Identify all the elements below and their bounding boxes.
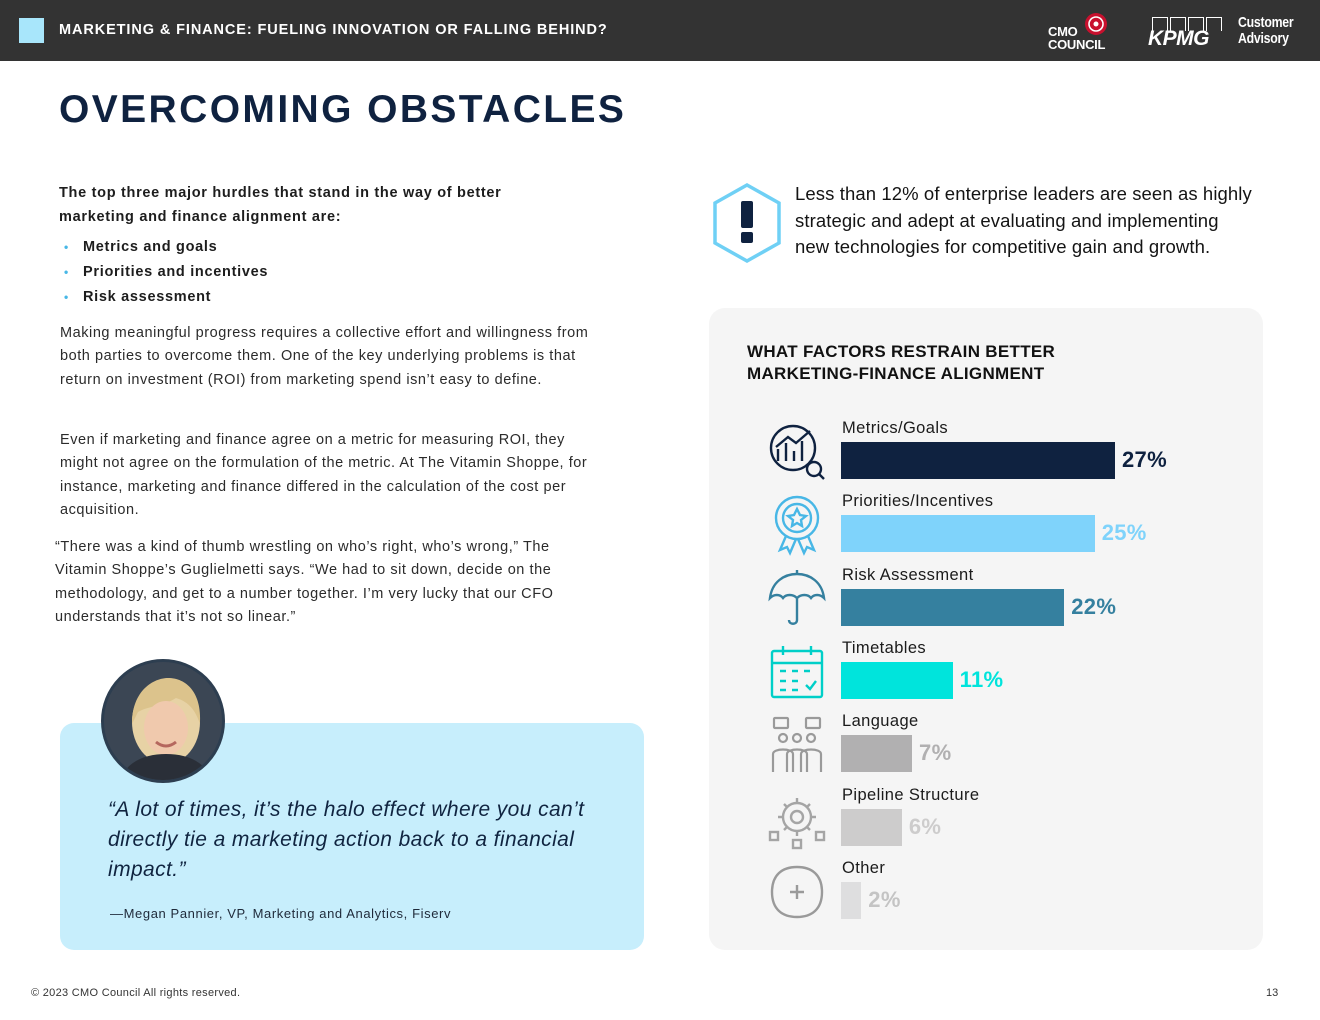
category-label-priorities-incentives: Priorities/Incentives — [842, 492, 994, 511]
cmo-logo-line2: COUNCIL — [1048, 37, 1106, 52]
header-bar — [0, 0, 1320, 61]
header-square-marker — [19, 18, 44, 43]
body-paragraph-1: Making meaningful progress requires a collective effort and willingness from both parties to overcome them. One of the key underlying problems is that return on investment (ROI) from marketing spend isn’t easy to define. — [60, 325, 589, 388]
category-label-language: Language — [842, 712, 919, 731]
page-number: 13 — [1266, 987, 1279, 999]
cmo-council-logo — [1046, 10, 1116, 52]
kpmg-logo — [1148, 14, 1226, 50]
category-label-metrics-goals: Metrics/Goals — [842, 419, 949, 437]
value-label-risk-assessment: 22% — [1071, 593, 1117, 619]
hurdle-item-metrics: • Metrics and goals — [64, 235, 268, 260]
category-label-timetables: Timetables — [842, 638, 927, 657]
pull-quote-attribution: —Megan Pannier, VP, Marketing and Analytics, Fiserv — [110, 906, 452, 921]
value-label-other: 2% — [868, 886, 901, 912]
exclamation-hexagon-icon — [710, 181, 784, 265]
speaker-avatar — [101, 659, 225, 783]
body-paragraph-3: “There was a kind of thumb wrestling on who’s right, who’s wrong,” The Vitamin Shoppe’s Guglielmetti says. “We had to sit down, decide on the methodology, and get to a number together. I’m very lucky that our CFO understands that it’s not so linear.” — [55, 539, 554, 625]
hurdle-item-risk: • Risk assessment — [64, 285, 268, 310]
advisory-line1: Customer — [1238, 14, 1294, 31]
category-label-pipeline-structure: Pipeline Structure — [842, 785, 980, 804]
body-paragraph-2: Even if marketing and finance agree on a metric for measuring ROI, they might not agree on the formulation of the metric. At The Vitamin Shoppe, for instance, marketing and finance differed in the calculation of the cost per acquisition. — [60, 432, 588, 518]
header-title: MARKETING & FINANCE: FUELING INNOVATION OR FALLING BEHIND? — [59, 22, 608, 38]
pull-quote-text: “A lot of times, it’s the halo effect where you can’t directly tie a marketing action back to a financial impact.” — [108, 798, 585, 881]
lead-text: The top three major hurdles that stand in the way of better marketing and finance alignment are: — [59, 185, 502, 225]
stat-callout: Less than 12% of enterprise leaders are seen as highly strategic and adept at evaluating and implementing new technologies for competitive gain and growth. — [795, 183, 1252, 257]
chart-panel — [709, 308, 1263, 950]
advisory-line2: Advisory — [1238, 30, 1289, 47]
chart-title: WHAT FACTORS RESTRAIN BETTER MARKETING-FINANCE ALIGNMENT — [747, 342, 1056, 383]
cmo-logo-line1: CMO — [1048, 24, 1078, 39]
customer-advisory-logo — [1238, 15, 1293, 47]
category-label-other: Other — [842, 858, 886, 877]
value-label-timetables: 11% — [959, 666, 1004, 692]
hurdles-list — [64, 235, 268, 310]
hurdle-item-priorities: • Priorities and incentives — [64, 260, 268, 285]
page-title: OVERCOMING OBSTACLES — [59, 88, 627, 131]
value-label-pipeline-structure: 6% — [908, 813, 942, 839]
category-label-risk-assessment: Risk Assessment — [842, 565, 974, 584]
value-label-priorities-incentives: 25% — [1101, 520, 1147, 546]
footer-copyright: © 2023 CMO Council All rights reserved. — [31, 987, 241, 999]
value-label-language: 7% — [919, 740, 952, 766]
kpmg-wordmark: KPMG — [1148, 27, 1209, 50]
value-label-metrics-goals: 27% — [1122, 447, 1167, 472]
